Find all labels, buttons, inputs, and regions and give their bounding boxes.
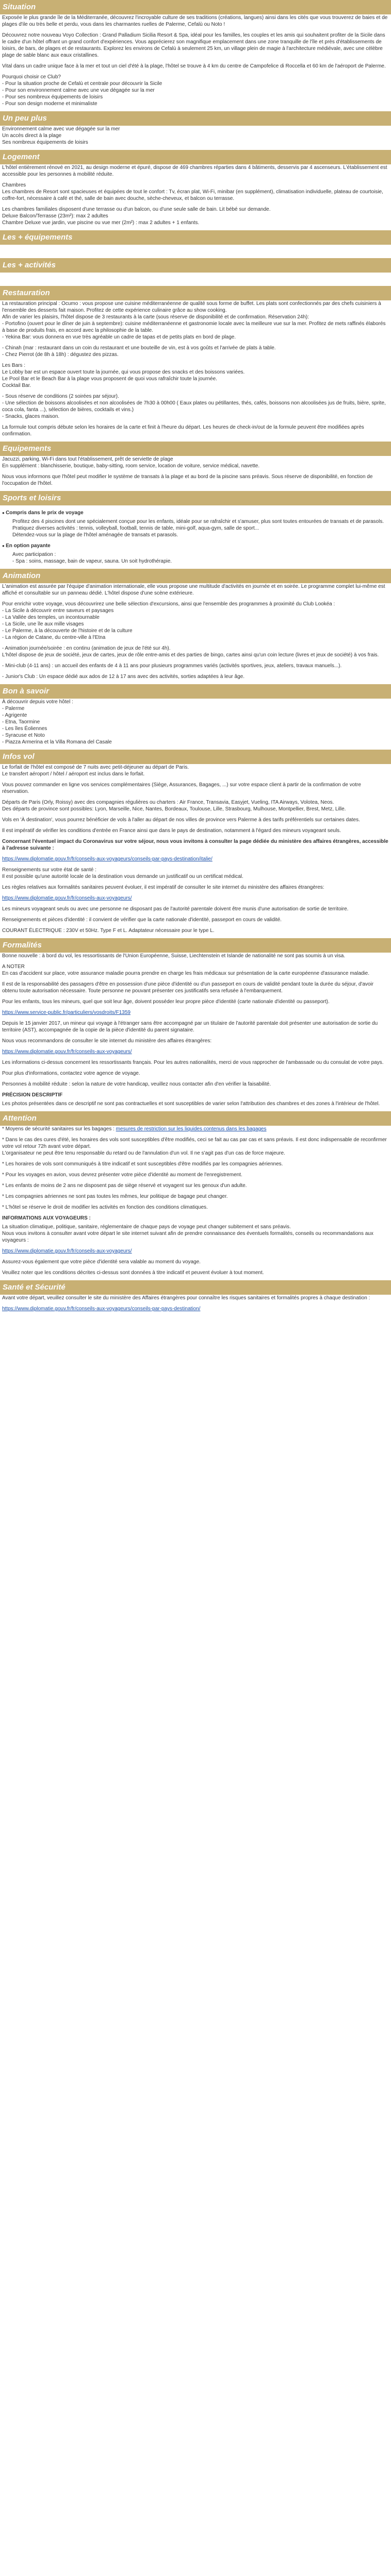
section-formalites-header: Formalités — [0, 938, 391, 953]
restauration-note: La formule tout compris débute selon les horaires de la carte et finit à l'heure du départ. Les heures de check-in/out de la formule peuvent être modifiées après confirmation. — [2, 425, 364, 437]
infos-departs: Départs de Paris (Orly, Roissy) avec des compagnies régulières ou charters : Air France, Transavia, Easyjet, Vueling, ITA Airways, Volotea, Neos. Des départs de province sont possibles: Lyon, Marseille, Nice, Nantes, Bordeaux, Toulouse, Lille, Strasbourg, Mulhouse, Montpellier, Brest, Metz, Lille. — [2, 800, 346, 812]
bon-savoir-list: À découvrir depuis votre hôtel : - Palerme - Agrigente - Etna, Taormine - Les îles Éoliennes - Syracuse et Noto - Piazza Armerina et la Villa Romana del Casale — [2, 699, 112, 745]
sante-link[interactable]: https://www.diplomatie.gouv.fr/fr/conseils-aux-voyageurs/conseils-par-pays-destination/ — [2, 1306, 201, 1312]
sports-included: Profitez des 4 piscines dont une spécialement conçue pour les enfants, idéale pour se rafraîchir et s'amuser, plus sont toutes entourées de transats et de parasols. Pratiquez diverses activités : tennis, volleyball, football, tennis de table, mini-golf, aqua-gym, salle de sport... Détendez-vous sur la plage de l'hôtel aménagée de transats et parasols. — [12, 519, 384, 538]
formalites-agence: Pour plus d'informations, contactez votre agence de voyage. — [2, 1071, 140, 1076]
situation-why: Pourquoi choisir ce Club? - Pour la situation proche de Cefalù et centrale pour découvrir la Sicile - Pour son environnement calme avec une vue dégagée sur la mer - Pour ses nombreux équipements de loisirs - Pour son design moderne et minimaliste — [2, 74, 162, 107]
equipements-note: Nous vous informons que l'hôtel peut modifier le système de transats à la plage et au bord de la piscine sans préavis. Sous réserve de disponibilité, en fonction de l'occupation de l'hôtel. — [2, 474, 373, 486]
infos-services: Vous pouvez commander en ligne vos services complémentaires (Siège, Assurances, Bagages, ...) sur votre espace client à partir de la confirmation de votre réservation. — [2, 782, 361, 794]
infos-covid: Concernant l'éventuel impact du Coronavirus sur votre séjour, nous vous invitons à consulter la page dédiée du ministère des affaires étrangères, accessible à l'adresse suivante : — [2, 839, 388, 851]
attention-compagnies: * Les compagnies aériennes ne sont pas toutes les mêmes, leur politique de bagage peut changer. — [2, 1194, 228, 1199]
section-sante-header: Santé et Sécurité — [0, 1280, 391, 1295]
formalites-precision: Les photos présentées dans ce descriptif ne sont pas contractuelles et sont susceptibles de varier selon l'attribution des chambres et des zones à l'intérieur de l'hôtel. — [2, 1101, 380, 1107]
sports-included-heading: ● Compris dans le prix de voyage — [2, 510, 389, 516]
section-infos — [0, 764, 391, 934]
attention-vols: * Dans le cas des cures d'été, les horaires des vols sont susceptibles d'être modifiés, ceci se fait au cas par cas et sans préavis. Il est donc indispensable de reconfirmer votre vol retour 72h avant votre départ. L'organisateur ne peut être tenu responsable du retard ou de l'annulation d'un vol. Il ne s'agit pas d'un cas de force majeure. — [2, 1137, 387, 1156]
section-logement — [0, 164, 391, 226]
formalites-enfants: Pour les enfants, tous les mineurs, quel que soit leur âge, doivent posséder leur propre pièce d'identité (carte nationale d'identité ou passeport). — [2, 999, 330, 1005]
section-activites-header: Les + activités — [0, 258, 391, 273]
section-situation — [0, 14, 391, 107]
section-bon-savoir-header: Bon à savoir — [0, 684, 391, 699]
attention-info-heading: INFORMATIONS AUX VOYAGEURS : — [2, 1215, 91, 1221]
section-sports-header: Sports et loisirs — [0, 491, 391, 505]
infos-province: Vols en 'À destination', vous pourrez bénéficier de vols à l'aller au départ de nos villes de province vers Palerme à des tarifs préférentiels sur certaines dates. — [2, 817, 360, 823]
animation-miniclub: - Mini-club (4-11 ans) : un accueil des enfants de 4 à 11 ans pour plusieurs programmes variés (activités sportives, jeux, ateliers, travaux manuels...). — [2, 663, 342, 669]
animation-excursions: Pour enrichir votre voyage, vous découvrirez une belle sélection d'excursions, ainsi que l'ensemble des programmes à proximité du Club Lookéa : - La Sicile à découvrir entre saveurs et paysages - La Vallée des temples, un incontournable - La Sicile, une île aux mille visages - Le Palerme, à la découverte de l'histoire et de la culture - La région de Catane, du centre-ville à l'Etna — [2, 601, 335, 640]
formalites-intro: Bonne nouvelle : à bord du vol, les ressortissants de l'Union Européenne, Suisse, Liechtenstein et Islande de nationalité ne sont pas soumis à un visa. — [2, 953, 346, 959]
section-attention-header: Attention — [0, 1111, 391, 1126]
formalites-pmr: Personnes à mobilité réduite : selon la nature de votre handicap, veuillez nous contacter afin d'en vérifier la faisabilité. — [2, 1081, 271, 1087]
attention-bebes: * Les enfants de moins de 2 ans ne disposent pas de siège réservé et voyagent sur les genoux d'un adulte. — [2, 1183, 247, 1189]
infos-mineurs: Les mineurs voyageant seuls ou avec une personne ne disposant pas de l'autorité parentale doivent être munis d'une autorisation de sortie de territoire. — [2, 906, 349, 912]
attention-conditions: Veuillez noter que les conditions décrites ci-dessus sont données à titre indicatif et peuvent évoluer à tout moment. — [2, 1270, 264, 1276]
sports-paid: Avec participation : - Spa : soins, massage, bain de vapeur, sauna. Un soit hydrothérapie. — [12, 552, 172, 564]
restauration-bars: Les Bars : Le Lobby bar est un espace ouvert toute la journée, qui vous propose des snacks et des boissons variées. Le Pool Bar et le Beach Bar à la plage vous proposent de quoi vous rafraîchir toute la journée. Cocktail Bar. — [2, 363, 245, 388]
infos-covid-link[interactable]: https://www.diplomatie.gouv.fr/fr/conseils-aux-voyageurs/conseils-par-pays-destination/italie/ — [2, 856, 213, 862]
infos-regles: Les règles relatives aux formalités sanitaires peuvent évoluer, il est impératif de consulter le site internet du ministère des affaires étrangères: — [2, 885, 324, 890]
attention-liquides-link[interactable]: mesures de restriction sur les liquides contenus dans les bagages — [116, 1126, 267, 1132]
attention-bagages: * Moyens de sécurité sanitaires sur les bagages : — [2, 1126, 115, 1132]
section-lieux — [0, 245, 391, 255]
section-attention — [0, 1126, 391, 1276]
attention-activites: * L'hôtel se réserve le droit de modifier les activités en fonction des conditions climatiques. — [2, 1205, 208, 1210]
attention-diplomatie-link[interactable]: https://www.diplomatie.gouv.fr/fr/conseils-aux-voyageurs/ — [2, 1248, 132, 1254]
infos-identite: Renseignements et pièces d'identité : il convient de vérifier que la carte nationale d'identité, passeport en cours de validité. — [2, 917, 282, 923]
sports-paid-heading: ● En option payante — [2, 543, 389, 549]
section-restauration-header: Restauration — [0, 286, 391, 300]
attention-identite: * Pour les voyages en avion, vous devrez présenter votre pièce d'identité au moment de l'enregistrement. — [2, 1172, 242, 1178]
logement-intro: L'hôtel entièrement rénové en 2021, au design moderne et épuré, dispose de 469 chambres réparties dans 4 bâtiments, desservis par 4 ascenseurs. L'établissement est accessible pour les personnes à mobilité réduite. — [2, 165, 387, 177]
formalites-ast: Depuis le 15 janvier 2017, un mineur qui voyage à l'étranger sans être accompagné par un titulaire de l'autorité parentale doit présenter une autorisation de sortie du territoire (AST), accompagnée de la copie de la pièce d'identité du parent signataire. — [2, 1021, 378, 1033]
section-lieux-header: Les + équipements — [0, 230, 391, 245]
equipements-list: Jacuzzi, parking, Wi-Fi dans tout l'établissement, prêt de serviette de plage En supplément : blanchisserie, boutique, baby-sitting, room service, location de voiture, service médical, navette. — [2, 456, 260, 469]
formalites-note: A NOTER En cas d'accident sur place, votre assurance maladie pourra prendre en charge les frais médicaux sur présentation de la carte européenne d'assurance maladie. — [2, 964, 370, 976]
attention-situation: La situation climatique, politique, sanitaire, réglementaire de chaque pays de voyage peut changer subitement et sans préavis. Nous vous invitons à consulter avant votre départ le site internet suivant afin de prendre connaissance des éventuels formalités, conseils ou recommandations aux voyageurs : — [2, 1224, 373, 1243]
section-sports — [0, 510, 391, 565]
section-equipements-header: Equipements — [0, 442, 391, 456]
section-equipements — [0, 456, 391, 487]
section-infos-header: Infos vol — [0, 750, 391, 764]
section-peu-header: Un peu plus — [0, 111, 391, 126]
section-peu — [0, 126, 391, 146]
formalites-diplomatie-link[interactable]: https://www.diplomatie.gouv.fr/fr/conseils-aux-voyageurs/ — [2, 1049, 132, 1055]
attention-piece: Assurez-vous également que votre pièce d'identité sera valable au moment du voyage. — [2, 1259, 201, 1265]
logement-types: Les chambres familiales disposent d'une terrasse ou d'un balcon, ou d'une seule salle de bain. Lit bébé sur demande. Deluxe Balcon/Terrasse (23m²): max 2 adultes Chambre Deluxe vue jardin, vue piscine ou vue mer (2m²) : max 2 adultes + 1 enfants. — [2, 207, 271, 226]
formalites-responsabilite: Il est de la responsabilité des passagers d'être en possession d'une pièce d'identité ou d'un passeport en cours de validité pendant toute la durée du séjour, d'avoir obtenu toute autorisation nécessaire. Toute personne ne pouvant présenter ces justificatifs sera refusée à l'embarquement. — [2, 981, 374, 994]
peu-list: Environnement calme avec vue dégagée sur la mer Un accès direct à la plage Ses nombreux équipements de loisirs — [2, 126, 120, 145]
restauration-other: - Chinah (mar : restaurant dans un coin du restaurant et une bouteille de vin, est à vos goûts et l'arrivée de plats à table. - Chez Pierrot (de 8h à 18h) : dégustez des pizzas. — [2, 345, 276, 358]
formalites-site: Nous vous recommandons de consulter le site internet du ministère des affaires étrangères: — [2, 1038, 212, 1044]
section-animation-header: Animation — [0, 569, 391, 583]
section-logement-header: Logement — [0, 150, 391, 164]
infos-conditions: Il est impératif de vérifier les conditions d'entrée en France ainsi que dans le pays de destination, notamment à l'égard des mineurs voyageant seuls. — [2, 828, 341, 834]
restauration-formula: - Sous réserve de conditions (2 soirées par séjour). - Une sélection de boissons alcoolisées et non alcoolisées de 7h30 à 00h00 ( Eaux plates ou pétillantes, thés, cafés, boissons non alcoolisées jus de fruits, bière, sprite, coca cola, fanta ...), sélection de bières, cocktails et vins.) - Snacks, glaces maison. — [2, 394, 386, 419]
formalites-precision-heading: PRÉCISION DESCRIPTIF — [2, 1092, 63, 1098]
section-formalites — [0, 953, 391, 1107]
animation-intro: L'animation est assurée par l'équipe d'animation internationale, elle vous propose une multitude d'activités en journée et en soirée. Le programme complet lui-même est affiché et consultable sur un panneau dédié. L'hôtel dispose d'une scène extérieure. — [2, 584, 385, 596]
infos-sante: Renseignements sur votre état de santé : Il est possible qu'une autorité locale de la destination vous demande un justificatif ou un certificat médical. — [2, 867, 243, 879]
formalites-service-public-link[interactable]: https://www.service-public.fr/particuliers/vosdroits/F1359 — [2, 1010, 131, 1015]
infos-forfait: Le forfait de l'hôtel est composé de 7 nuits avec petit-déjeuner au départ de Paris. Le transfert aéroport / hôtel / aéroport est inclus dans le forfait. — [2, 765, 189, 777]
animation-juniors: - Junior's Club : Un espace dédié aux ados de 12 à 17 ans avec des activités, sorties adaptées à leur âge. — [2, 674, 245, 680]
section-activites — [0, 273, 391, 283]
section-sante — [0, 1295, 391, 1312]
formalites-nationalites: Les informations ci-dessus concernent les ressortissants français. Pour les autres nationalités, merci de vous rapprocher de l'ambassade ou du consulat de votre pays. — [2, 1060, 384, 1065]
sante-intro: Avant votre départ, veuillez consulter le site du ministère des Affaires étrangères pour connaître les risques sanitaires et formalités propres à chaque destination : — [2, 1295, 370, 1301]
section-situation-header: Situation — [0, 0, 391, 14]
situation-location: Vital dans un cadre unique face à la mer et tout un ciel d'été à la plage, l'hôtel se trouve à 4 km du centre de Campofelice di Roccella et 60 km de l'aéroport de Palerme. — [2, 63, 386, 69]
section-restauration — [0, 300, 391, 437]
restauration-main: La restauration principal : Ocumo : vous propose une cuisine méditerranéenne de qualité sous forme de buffet. Les plats sont confectionnés par des chefs cuisiniers à l'ensemble des desserts fait maison. Profitez de cette expérience culinaire grâce au show cooking. Afin de varier les plaisirs, l'hôtel dispose de 3 restaurants à la carte (sous réserve de disponibilité et de confirmation. Réservation 24h): - Portofino (ouvert pour le dîner de juin à septembre): cuisine méditerranéenne et gastronomie locale avec la meilleure vue sur la mer. Profitez de mets raffinés élaborés à base de produits frais, en accord avec la philosophie de la table. - Yekina Bar: vous donnera en vue très agréable un cadre de tapas et de petits plats en bord de plage. — [2, 301, 386, 340]
situation-collection: Découvrez notre nouveau Voyo Collection : Grand Palladium Sicilia Resort & Spa, idéal pour les familles, les couples et les amis qui souhaitent profiter de la Sicile dans le cadre d'un hôtel offrant un grand confort d'expériences. Vous apprécierez son magnifique emplacement dans une zone tranquille de l'île et près d'établissements de loisirs, de bars, de plages et de restaurants. Explorez les environs de Cefalù à seulement 25 km, un village plein de magie à l'architecture médiévale, avec une célèbre plage de sable blanc aux eaux cristallines. — [2, 32, 385, 58]
infos-regles-link[interactable]: https://www.diplomatie.gouv.fr/fr/conseils-aux-voyageurs/ — [2, 895, 132, 901]
infos-courant: COURANT ÉLECTRIQUE : 230V et 50Hz. Type F et L. Adaptateur nécessaire pour le type L. — [2, 928, 215, 934]
attention-horaires: * Les horaires de vols sont communiqués à titre indicatif et sont susceptibles d'être modifiés par les compagnies aériennes. — [2, 1161, 283, 1167]
section-animation — [0, 583, 391, 680]
logement-chambres: Chambres Les chambres de Resort sont spacieuses et équipées de tout le confort : Tv, écran plat, Wi-Fi, minibar (en supplément), climatisation individuelle, plateau de courtoisie, coffre-fort, nécessaire à café et thé, salle de bain avec douche, sèche-cheveux, et balcon ou terrasse. — [2, 182, 383, 201]
section-bon-savoir — [0, 699, 391, 745]
situation-intro: Exposée le plus grande île de la Méditerranée, découvrez l'incroyable culture de ses traditions (créations, langues) ainsi dans les cités que vous trouverez de baies et de plages d'ile ou très belle et perdu, vous dans les charmantes ruelles de Palerme, Cefalù ou Noto ! — [2, 15, 388, 27]
animation-games: - Animation journée/soirée : en continu (animation de jeux de l'été sur 4h). L'hôtel dispose de jeux de société, jeux de cartes, jeux de rôle entre-amis et des parties de bingo, cartes ainsi qu'un coin lecture (livres et jeux de société) à vos frais. — [2, 646, 379, 658]
